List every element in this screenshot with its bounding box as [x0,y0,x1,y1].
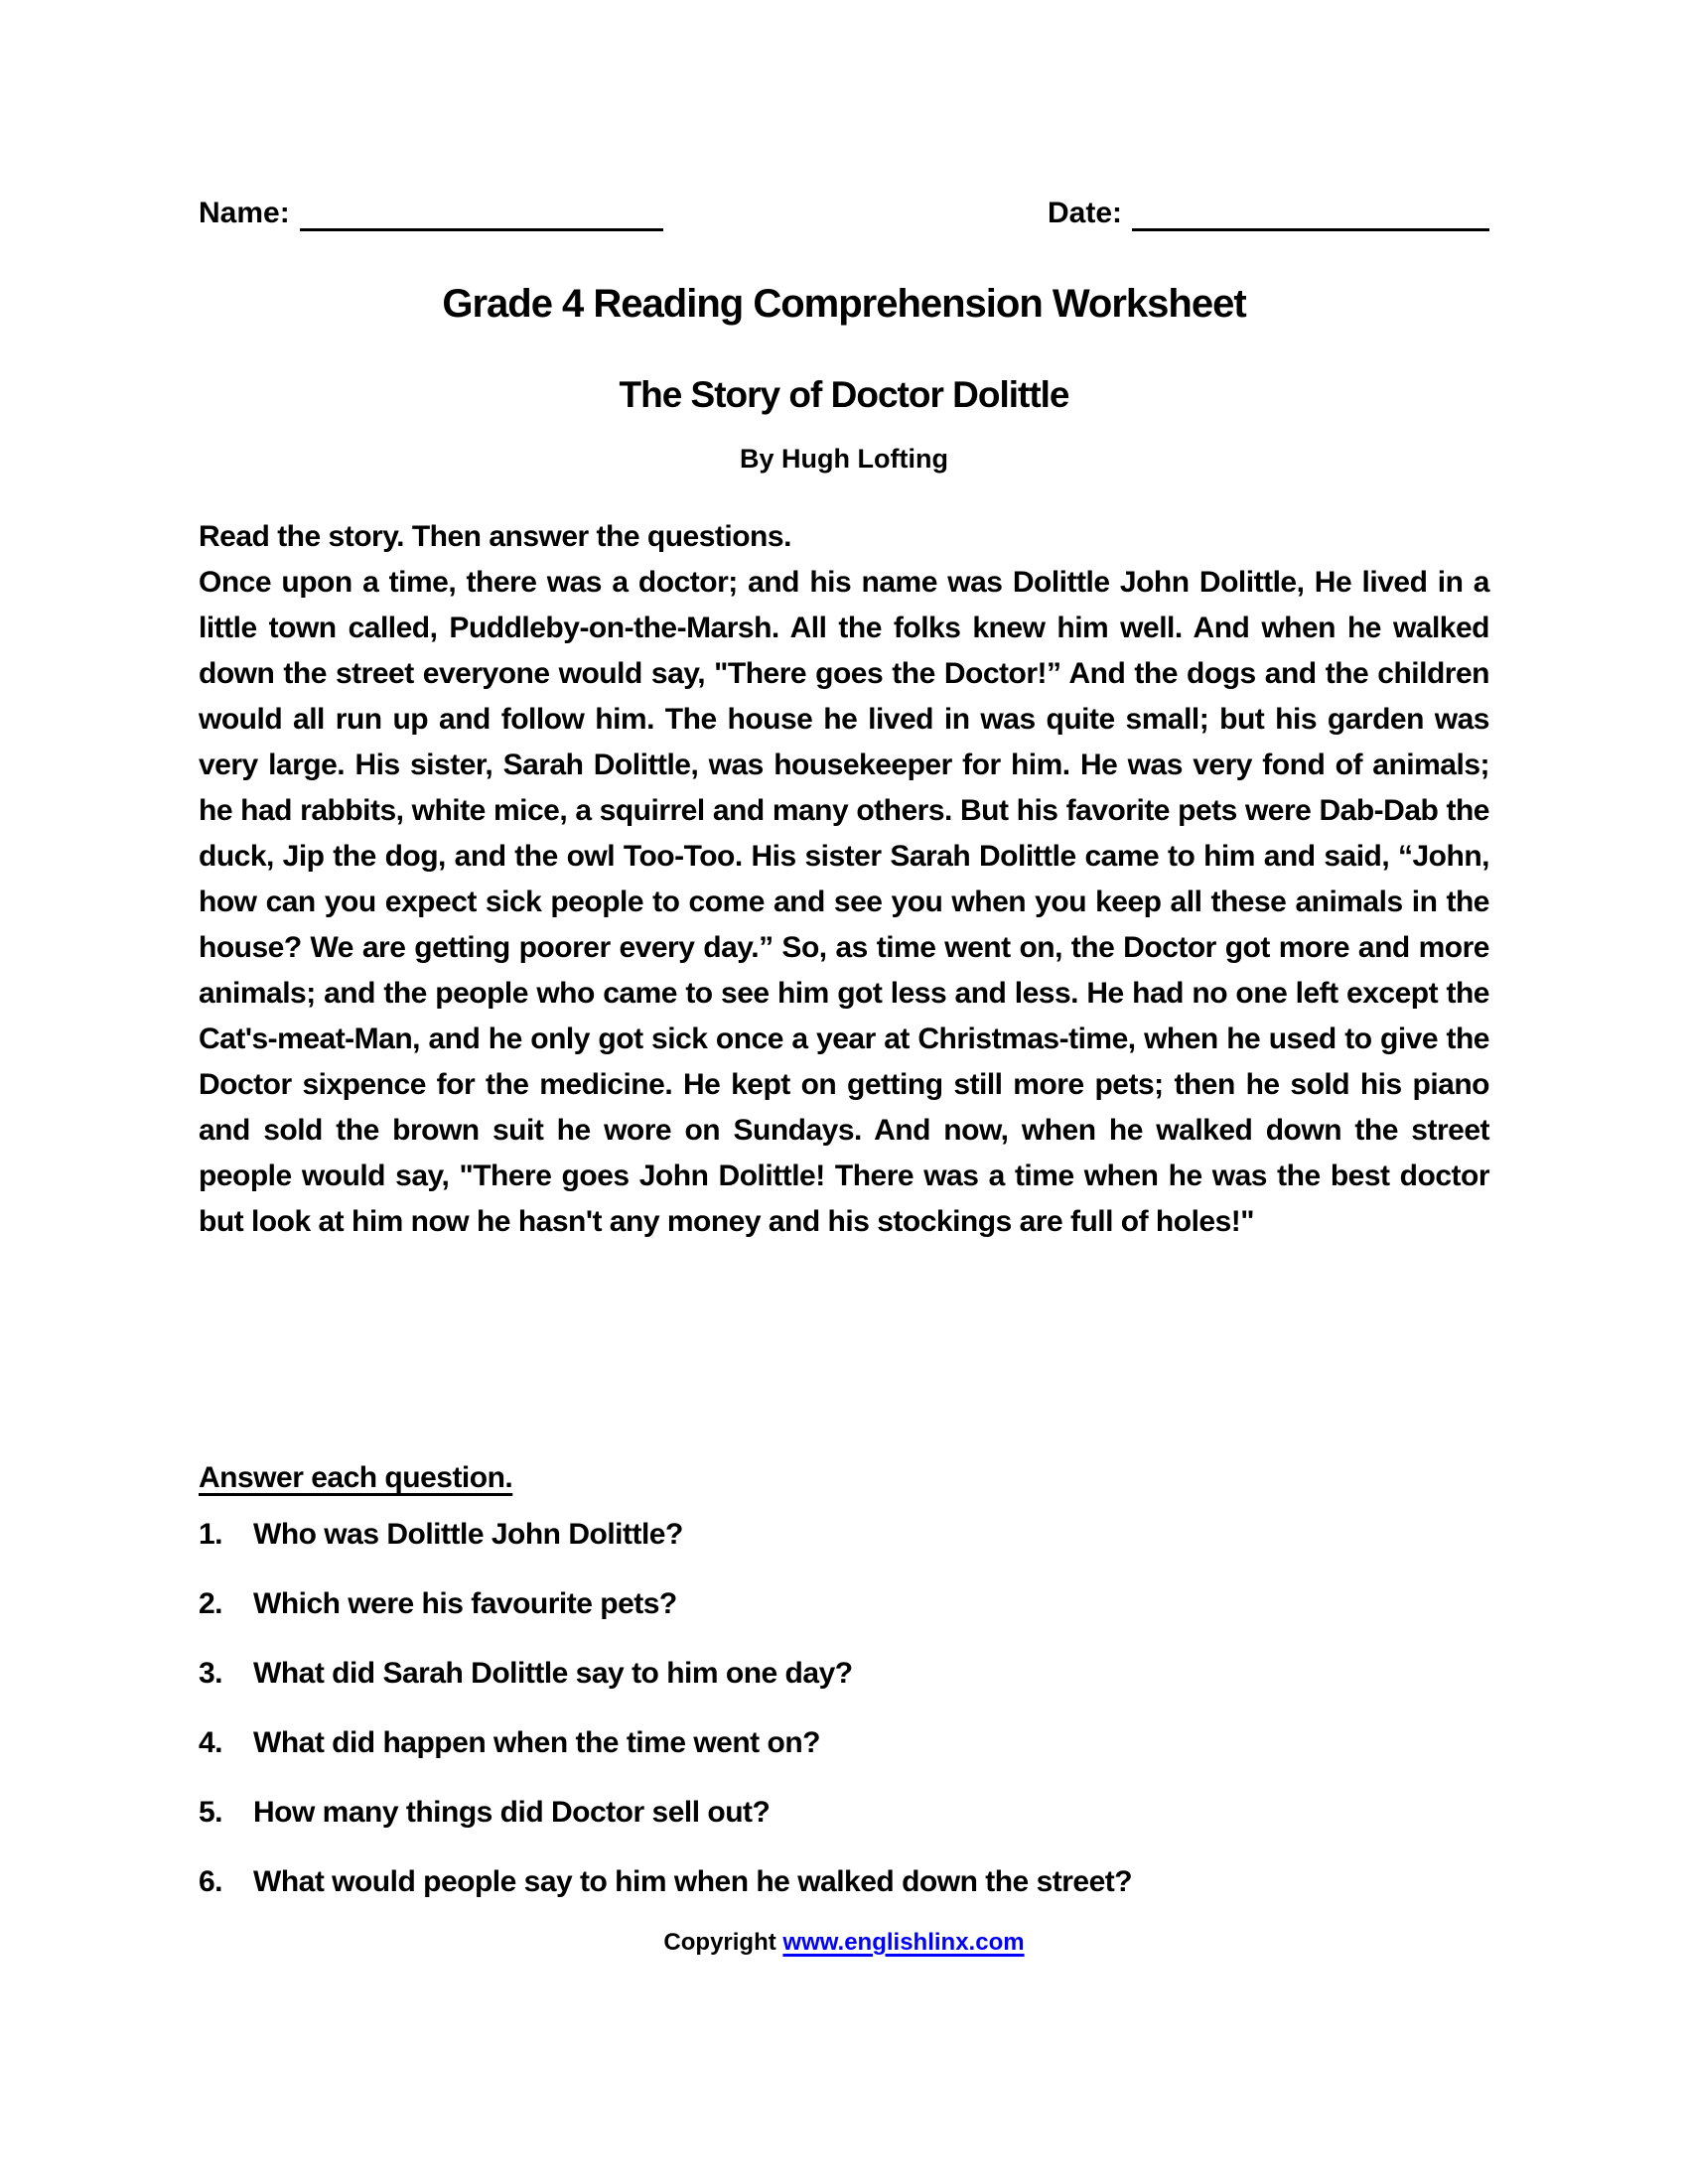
question-text: How many things did Doctor sell out? [253,1796,771,1829]
story-author: By Hugh Lofting [740,444,948,474]
story-paragraph: Once upon a time, there was a doctor; and his name was Dolittle John Dolittle, He lived in a little town called, Puddleby-on-the-Marsh. All the folks knew him well. And when he walked down the street everyone would say, "There goes the Doctor!” And the dogs and the children would all run up and follow him. The house he lived in was quite small; but his garden was very large. His sister, Sarah Dolittle, was housekeeper for him. He was very fond of animals; he had rabbits, white mice, a squirrel and many others. But his favorite pets were Dab-Dab the duck, Jip the dog, and the owl Too-Too. His sister Sarah Dolittle came to him and said, “John, how can you expect sick people to come and see you when you keep all these animals in the house? We are getting poorer every day.” So, as time went on, the Doctor got more and more animals; and the people who came to see him got less and less. He had no one left except the Cat's-meat-Man, and he only got sick once a year at Christmas-time, when he used to give the Doctor sixpence for the medicine. He kept on getting still more pets; then he sold his piano and sold the brown suit he wore on Sundays. And now, when he walked down the street people would say, "There goes John Dolittle! There was a time when he was the best doctor but look at him now he hasn't any money and his stockings are full of holes!" [199,566,1489,1238]
question-item-1 [199,1512,1489,1558]
header-row [199,195,1489,231]
question-number: 6. [199,1865,223,1898]
question-text: Who was Dolittle John Dolittle? [253,1518,683,1551]
question-item-4 [199,1720,1489,1766]
question-item-2 [199,1581,1489,1627]
page-title: Grade 4 Reading Comprehension Worksheet [442,282,1246,326]
question-number: 3. [199,1657,223,1690]
question-number: 4. [199,1726,223,1759]
footer-link[interactable]: www.englishlinx.com [782,1929,1025,1956]
copyright-label: Copyright [663,1929,776,1956]
answer-heading: Answer each question. [199,1461,513,1494]
story-title: The Story of Doctor Dolittle [619,374,1069,415]
instructions-line: Read the story. Then answer the questions. [199,520,791,553]
question-text: What would people say to him when he walked down the street? [253,1865,1133,1898]
name-field [199,195,663,231]
date-label: Date: [1047,197,1122,229]
question-item-6 [199,1859,1489,1905]
question-item-3 [199,1651,1489,1697]
name-label: Name: [199,197,290,229]
date-field [1048,195,1489,231]
question-text: Which were his favourite pets? [253,1587,677,1620]
name-blank-line [300,195,663,231]
question-item-5 [199,1790,1489,1836]
question-number: 1. [199,1518,223,1551]
question-number: 2. [199,1587,223,1620]
question-text: What did happen when the time went on? [253,1726,820,1759]
footer [199,1928,1489,1958]
question-number: 5. [199,1796,223,1829]
answer-section [199,1455,1489,1929]
question-text: What did Sarah Dolittle say to him one day? [253,1657,853,1690]
question-list [199,1512,1489,1905]
date-blank-line [1132,195,1489,231]
